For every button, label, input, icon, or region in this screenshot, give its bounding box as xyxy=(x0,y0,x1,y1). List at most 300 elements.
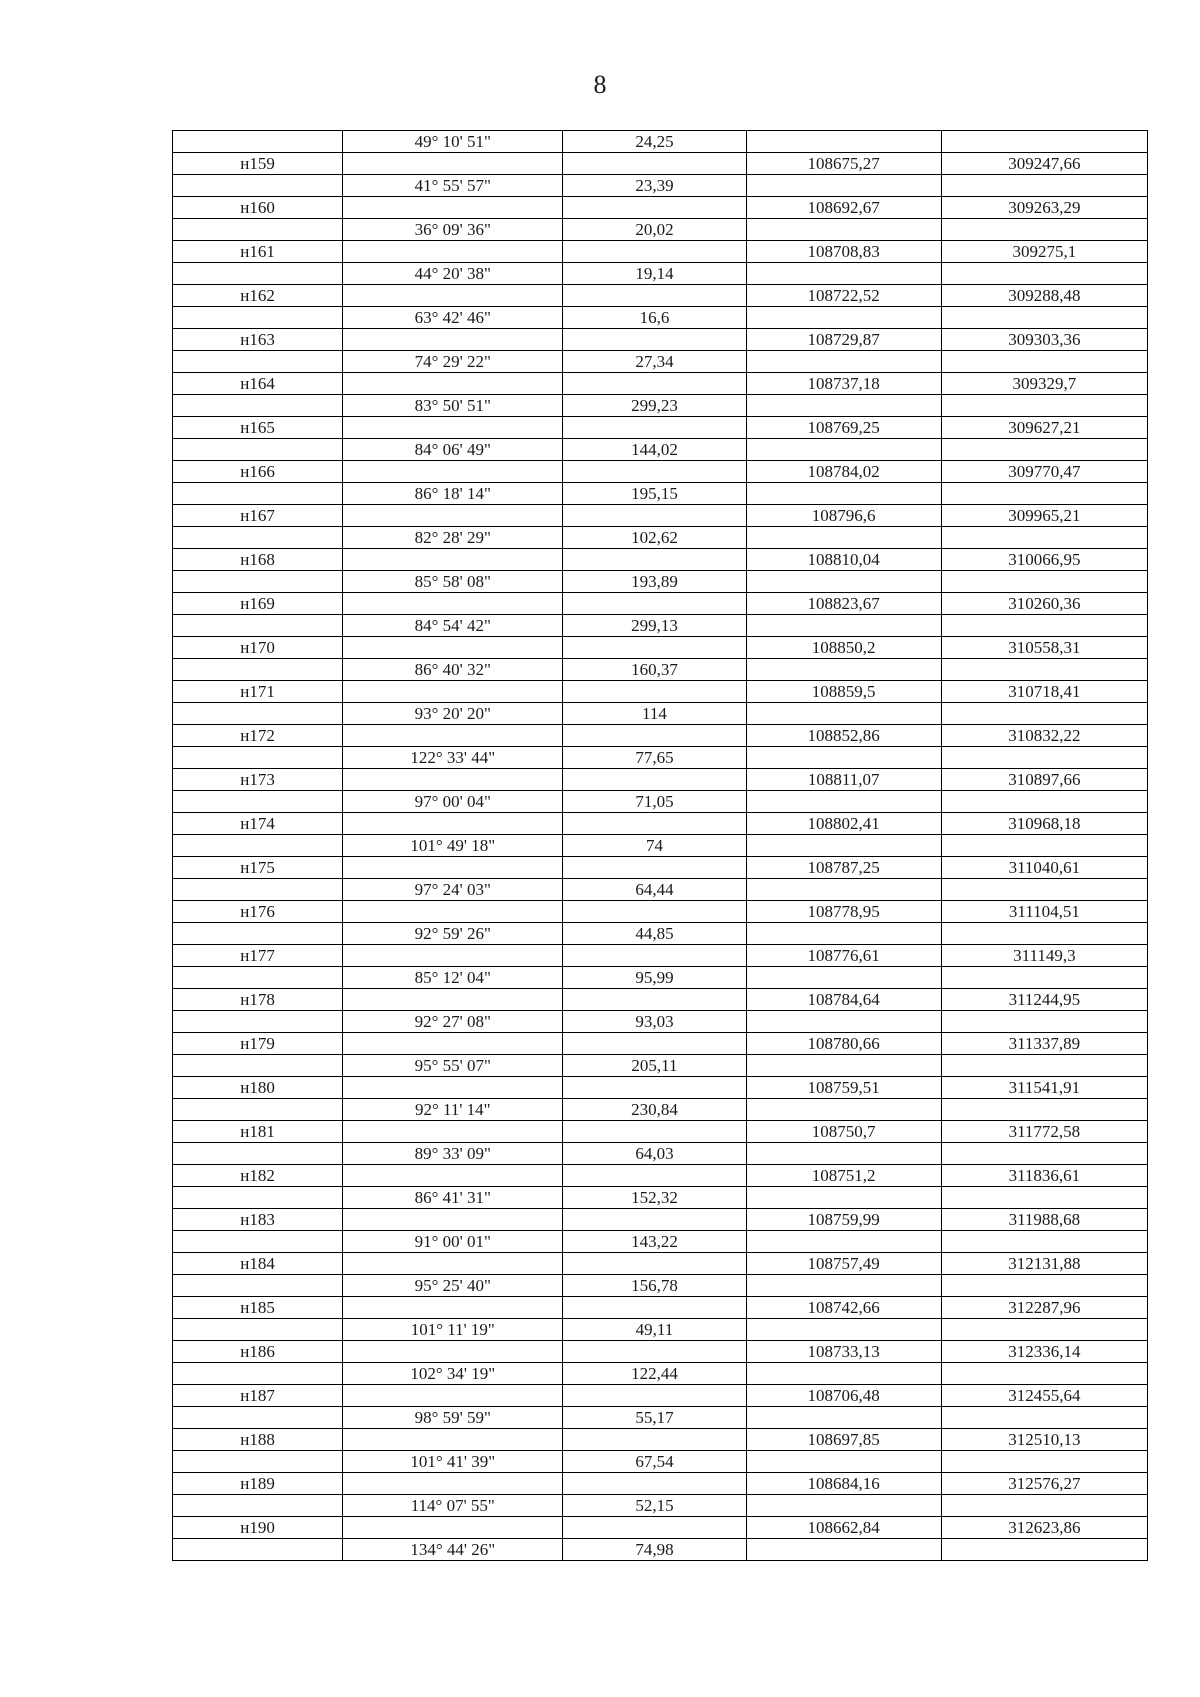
table-row xyxy=(173,615,1148,637)
angle-cell xyxy=(343,593,563,615)
x-coordinate-cell xyxy=(746,1055,941,1077)
table-row xyxy=(173,417,1148,439)
y-coordinate-cell: 310718,41 xyxy=(941,681,1147,703)
distance-cell: 195,15 xyxy=(563,483,746,505)
x-coordinate-cell xyxy=(746,1231,941,1253)
angle-cell: 97° 00' 04" xyxy=(343,791,563,813)
x-coordinate-cell xyxy=(746,1187,941,1209)
point-cell xyxy=(173,439,343,461)
point-cell xyxy=(173,879,343,901)
point-cell xyxy=(173,1143,343,1165)
angle-cell: 82° 28' 29" xyxy=(343,527,563,549)
y-coordinate-cell xyxy=(941,307,1147,329)
table-row xyxy=(173,1077,1148,1099)
table-row xyxy=(173,967,1148,989)
point-cell xyxy=(173,615,343,637)
point-cell: н177 xyxy=(173,945,343,967)
x-coordinate-cell: 108706,48 xyxy=(746,1385,941,1407)
distance-cell: 152,32 xyxy=(563,1187,746,1209)
point-cell: н190 xyxy=(173,1517,343,1539)
point-cell xyxy=(173,703,343,725)
table-row xyxy=(173,1451,1148,1473)
x-coordinate-cell: 108742,66 xyxy=(746,1297,941,1319)
distance-cell: 143,22 xyxy=(563,1231,746,1253)
y-coordinate-cell: 311836,61 xyxy=(941,1165,1147,1187)
y-coordinate-cell xyxy=(941,791,1147,813)
y-coordinate-cell xyxy=(941,879,1147,901)
distance-cell: 299,13 xyxy=(563,615,746,637)
y-coordinate-cell xyxy=(941,439,1147,461)
x-coordinate-cell xyxy=(746,307,941,329)
y-coordinate-cell xyxy=(941,615,1147,637)
distance-cell: 122,44 xyxy=(563,1363,746,1385)
y-coordinate-cell: 312510,13 xyxy=(941,1429,1147,1451)
angle-cell xyxy=(343,417,563,439)
table-row xyxy=(173,593,1148,615)
y-coordinate-cell: 310260,36 xyxy=(941,593,1147,615)
point-cell: н185 xyxy=(173,1297,343,1319)
table-row xyxy=(173,703,1148,725)
y-coordinate-cell: 309275,1 xyxy=(941,241,1147,263)
distance-cell xyxy=(563,285,746,307)
angle-cell xyxy=(343,153,563,175)
angle-cell: 44° 20' 38" xyxy=(343,263,563,285)
distance-cell xyxy=(563,1297,746,1319)
y-coordinate-cell xyxy=(941,1539,1147,1561)
x-coordinate-cell: 108796,6 xyxy=(746,505,941,527)
angle-cell: 84° 06' 49" xyxy=(343,439,563,461)
table-row xyxy=(173,571,1148,593)
x-coordinate-cell xyxy=(746,923,941,945)
x-coordinate-cell: 108823,67 xyxy=(746,593,941,615)
x-coordinate-cell: 108850,2 xyxy=(746,637,941,659)
point-cell: н160 xyxy=(173,197,343,219)
y-coordinate-cell xyxy=(941,571,1147,593)
distance-cell: 193,89 xyxy=(563,571,746,593)
distance-cell: 230,84 xyxy=(563,1099,746,1121)
table-row xyxy=(173,1473,1148,1495)
point-cell: н169 xyxy=(173,593,343,615)
distance-cell xyxy=(563,857,746,879)
table-row xyxy=(173,747,1148,769)
distance-cell: 71,05 xyxy=(563,791,746,813)
table-row xyxy=(173,901,1148,923)
point-cell: н172 xyxy=(173,725,343,747)
distance-cell: 160,37 xyxy=(563,659,746,681)
distance-cell: 77,65 xyxy=(563,747,746,769)
x-coordinate-cell xyxy=(746,1011,941,1033)
point-cell xyxy=(173,571,343,593)
point-cell: н163 xyxy=(173,329,343,351)
distance-cell: 102,62 xyxy=(563,527,746,549)
distance-cell xyxy=(563,1033,746,1055)
point-cell xyxy=(173,791,343,813)
angle-cell xyxy=(343,1033,563,1055)
x-coordinate-cell xyxy=(746,879,941,901)
distance-cell: 144,02 xyxy=(563,439,746,461)
point-cell: н168 xyxy=(173,549,343,571)
table-row xyxy=(173,153,1148,175)
point-cell: н179 xyxy=(173,1033,343,1055)
angle-cell xyxy=(343,1165,563,1187)
distance-cell: 27,34 xyxy=(563,351,746,373)
distance-cell: 114 xyxy=(563,703,746,725)
y-coordinate-cell: 309247,66 xyxy=(941,153,1147,175)
x-coordinate-cell xyxy=(746,791,941,813)
x-coordinate-cell: 108784,02 xyxy=(746,461,941,483)
point-cell xyxy=(173,483,343,505)
x-coordinate-cell: 108780,66 xyxy=(746,1033,941,1055)
table-row xyxy=(173,857,1148,879)
angle-cell xyxy=(343,1297,563,1319)
y-coordinate-cell: 312131,88 xyxy=(941,1253,1147,1275)
y-coordinate-cell xyxy=(941,1451,1147,1473)
x-coordinate-cell xyxy=(746,659,941,681)
angle-cell: 95° 55' 07" xyxy=(343,1055,563,1077)
table-row xyxy=(173,725,1148,747)
angle-cell xyxy=(343,1429,563,1451)
x-coordinate-cell: 108784,64 xyxy=(746,989,941,1011)
x-coordinate-cell xyxy=(746,1495,941,1517)
point-cell: н188 xyxy=(173,1429,343,1451)
y-coordinate-cell xyxy=(941,835,1147,857)
x-coordinate-cell xyxy=(746,1319,941,1341)
angle-cell xyxy=(343,329,563,351)
angle-cell xyxy=(343,1077,563,1099)
angle-cell: 134° 44' 26" xyxy=(343,1539,563,1561)
angle-cell xyxy=(343,813,563,835)
angle-cell: 92° 27' 08" xyxy=(343,1011,563,1033)
x-coordinate-cell: 108759,51 xyxy=(746,1077,941,1099)
y-coordinate-cell xyxy=(941,131,1147,153)
angle-cell: 98° 59' 59" xyxy=(343,1407,563,1429)
point-cell xyxy=(173,1011,343,1033)
x-coordinate-cell xyxy=(746,351,941,373)
point-cell xyxy=(173,967,343,989)
distance-cell xyxy=(563,329,746,351)
angle-cell xyxy=(343,241,563,263)
distance-cell xyxy=(563,813,746,835)
y-coordinate-cell: 309303,36 xyxy=(941,329,1147,351)
point-cell: н166 xyxy=(173,461,343,483)
y-coordinate-cell xyxy=(941,263,1147,285)
table-row xyxy=(173,395,1148,417)
point-cell xyxy=(173,835,343,857)
y-coordinate-cell: 311988,68 xyxy=(941,1209,1147,1231)
angle-cell: 93° 20' 20" xyxy=(343,703,563,725)
angle-cell xyxy=(343,1253,563,1275)
distance-cell xyxy=(563,1253,746,1275)
angle-cell xyxy=(343,549,563,571)
angle-cell: 102° 34' 19" xyxy=(343,1363,563,1385)
distance-cell xyxy=(563,901,746,923)
angle-cell xyxy=(343,373,563,395)
point-cell: н164 xyxy=(173,373,343,395)
distance-cell: 23,39 xyxy=(563,175,746,197)
point-cell xyxy=(173,1319,343,1341)
y-coordinate-cell: 311149,3 xyxy=(941,945,1147,967)
y-coordinate-cell: 310968,18 xyxy=(941,813,1147,835)
table-row xyxy=(173,1385,1148,1407)
table-row xyxy=(173,1495,1148,1517)
table-row xyxy=(173,1099,1148,1121)
table-row xyxy=(173,1033,1148,1055)
table-row xyxy=(173,835,1148,857)
distance-cell xyxy=(563,1429,746,1451)
table-row xyxy=(173,439,1148,461)
distance-cell: 95,99 xyxy=(563,967,746,989)
angle-cell: 97° 24' 03" xyxy=(343,879,563,901)
table-row xyxy=(173,549,1148,571)
angle-cell xyxy=(343,461,563,483)
table-row xyxy=(173,637,1148,659)
point-cell xyxy=(173,923,343,945)
point-cell xyxy=(173,263,343,285)
angle-cell: 83° 50' 51" xyxy=(343,395,563,417)
point-cell: н187 xyxy=(173,1385,343,1407)
x-coordinate-cell xyxy=(746,483,941,505)
point-cell: н162 xyxy=(173,285,343,307)
y-coordinate-cell xyxy=(941,747,1147,769)
angle-cell: 85° 58' 08" xyxy=(343,571,563,593)
y-coordinate-cell: 309288,48 xyxy=(941,285,1147,307)
table-row xyxy=(173,923,1148,945)
point-cell: н159 xyxy=(173,153,343,175)
table-row xyxy=(173,351,1148,373)
point-cell: н184 xyxy=(173,1253,343,1275)
y-coordinate-cell xyxy=(941,1231,1147,1253)
point-cell xyxy=(173,1187,343,1209)
x-coordinate-cell xyxy=(746,263,941,285)
x-coordinate-cell xyxy=(746,615,941,637)
x-coordinate-cell xyxy=(746,835,941,857)
angle-cell xyxy=(343,1209,563,1231)
angle-cell xyxy=(343,769,563,791)
angle-cell: 74° 29' 22" xyxy=(343,351,563,373)
x-coordinate-cell xyxy=(746,1143,941,1165)
distance-cell xyxy=(563,1121,746,1143)
distance-cell: 64,03 xyxy=(563,1143,746,1165)
x-coordinate-cell: 108759,99 xyxy=(746,1209,941,1231)
table-row xyxy=(173,1517,1148,1539)
y-coordinate-cell: 311772,58 xyxy=(941,1121,1147,1143)
distance-cell xyxy=(563,1385,746,1407)
angle-cell: 92° 59' 26" xyxy=(343,923,563,945)
angle-cell: 92° 11' 14" xyxy=(343,1099,563,1121)
distance-cell xyxy=(563,1341,746,1363)
x-coordinate-cell xyxy=(746,703,941,725)
y-coordinate-cell xyxy=(941,1495,1147,1517)
x-coordinate-cell: 108757,49 xyxy=(746,1253,941,1275)
y-coordinate-cell: 310897,66 xyxy=(941,769,1147,791)
x-coordinate-cell: 108708,83 xyxy=(746,241,941,263)
point-cell xyxy=(173,351,343,373)
y-coordinate-cell: 311244,95 xyxy=(941,989,1147,1011)
distance-cell xyxy=(563,1209,746,1231)
distance-cell: 24,25 xyxy=(563,131,746,153)
distance-cell xyxy=(563,1517,746,1539)
distance-cell xyxy=(563,769,746,791)
x-coordinate-cell: 108662,84 xyxy=(746,1517,941,1539)
x-coordinate-cell xyxy=(746,747,941,769)
point-cell xyxy=(173,1495,343,1517)
x-coordinate-cell: 108778,95 xyxy=(746,901,941,923)
table-row xyxy=(173,1121,1148,1143)
table-row xyxy=(173,813,1148,835)
angle-cell xyxy=(343,945,563,967)
point-cell: н189 xyxy=(173,1473,343,1495)
x-coordinate-cell: 108733,13 xyxy=(746,1341,941,1363)
distance-cell: 55,17 xyxy=(563,1407,746,1429)
distance-cell xyxy=(563,945,746,967)
distance-cell xyxy=(563,197,746,219)
table-row xyxy=(173,285,1148,307)
distance-cell xyxy=(563,681,746,703)
distance-cell xyxy=(563,241,746,263)
x-coordinate-cell xyxy=(746,1451,941,1473)
y-coordinate-cell: 310832,22 xyxy=(941,725,1147,747)
table-row xyxy=(173,1253,1148,1275)
table-row xyxy=(173,1231,1148,1253)
coordinates-table-body xyxy=(173,131,1148,1561)
distance-cell: 49,11 xyxy=(563,1319,746,1341)
x-coordinate-cell xyxy=(746,967,941,989)
x-coordinate-cell: 108776,61 xyxy=(746,945,941,967)
point-cell xyxy=(173,219,343,241)
x-coordinate-cell: 108722,52 xyxy=(746,285,941,307)
distance-cell xyxy=(563,373,746,395)
distance-cell: 156,78 xyxy=(563,1275,746,1297)
table-row xyxy=(173,1055,1148,1077)
y-coordinate-cell xyxy=(941,527,1147,549)
point-cell: н180 xyxy=(173,1077,343,1099)
angle-cell xyxy=(343,197,563,219)
y-coordinate-cell xyxy=(941,1187,1147,1209)
angle-cell: 84° 54' 42" xyxy=(343,615,563,637)
y-coordinate-cell xyxy=(941,1319,1147,1341)
point-cell xyxy=(173,1363,343,1385)
y-coordinate-cell xyxy=(941,1363,1147,1385)
y-coordinate-cell: 309770,47 xyxy=(941,461,1147,483)
table-row xyxy=(173,791,1148,813)
angle-cell: 86° 40' 32" xyxy=(343,659,563,681)
x-coordinate-cell xyxy=(746,1099,941,1121)
table-row xyxy=(173,1275,1148,1297)
angle-cell: 86° 41' 31" xyxy=(343,1187,563,1209)
point-cell xyxy=(173,527,343,549)
distance-cell: 44,85 xyxy=(563,923,746,945)
x-coordinate-cell: 108802,41 xyxy=(746,813,941,835)
table-row xyxy=(173,219,1148,241)
angle-cell xyxy=(343,857,563,879)
point-cell xyxy=(173,1231,343,1253)
distance-cell: 19,14 xyxy=(563,263,746,285)
table-row xyxy=(173,1209,1148,1231)
distance-cell xyxy=(563,725,746,747)
point-cell xyxy=(173,175,343,197)
table-row xyxy=(173,769,1148,791)
table-row xyxy=(173,681,1148,703)
table-row xyxy=(173,307,1148,329)
point-cell xyxy=(173,395,343,417)
x-coordinate-cell: 108675,27 xyxy=(746,153,941,175)
y-coordinate-cell xyxy=(941,351,1147,373)
point-cell: н173 xyxy=(173,769,343,791)
distance-cell xyxy=(563,1077,746,1099)
coordinates-table xyxy=(172,130,1148,1561)
y-coordinate-cell xyxy=(941,1275,1147,1297)
table-row xyxy=(173,945,1148,967)
angle-cell xyxy=(343,1385,563,1407)
x-coordinate-cell xyxy=(746,1407,941,1429)
angle-cell: 85° 12' 04" xyxy=(343,967,563,989)
x-coordinate-cell: 108697,85 xyxy=(746,1429,941,1451)
x-coordinate-cell: 108852,86 xyxy=(746,725,941,747)
distance-cell xyxy=(563,637,746,659)
angle-cell: 114° 07' 55" xyxy=(343,1495,563,1517)
x-coordinate-cell xyxy=(746,1275,941,1297)
x-coordinate-cell xyxy=(746,527,941,549)
point-cell xyxy=(173,1055,343,1077)
angle-cell xyxy=(343,681,563,703)
distance-cell: 93,03 xyxy=(563,1011,746,1033)
angle-cell: 86° 18' 14" xyxy=(343,483,563,505)
point-cell xyxy=(173,307,343,329)
distance-cell xyxy=(563,505,746,527)
point-cell xyxy=(173,131,343,153)
y-coordinate-cell xyxy=(941,395,1147,417)
x-coordinate-cell: 108769,25 xyxy=(746,417,941,439)
table-row xyxy=(173,329,1148,351)
x-coordinate-cell xyxy=(746,1539,941,1561)
y-coordinate-cell xyxy=(941,483,1147,505)
angle-cell xyxy=(343,1473,563,1495)
x-coordinate-cell xyxy=(746,219,941,241)
table-row xyxy=(173,175,1148,197)
y-coordinate-cell: 312623,86 xyxy=(941,1517,1147,1539)
angle-cell xyxy=(343,989,563,1011)
y-coordinate-cell xyxy=(941,703,1147,725)
table-row xyxy=(173,659,1148,681)
y-coordinate-cell: 309329,7 xyxy=(941,373,1147,395)
distance-cell xyxy=(563,153,746,175)
table-row xyxy=(173,241,1148,263)
table-row xyxy=(173,505,1148,527)
point-cell: н161 xyxy=(173,241,343,263)
x-coordinate-cell: 108810,04 xyxy=(746,549,941,571)
angle-cell: 101° 49' 18" xyxy=(343,835,563,857)
x-coordinate-cell xyxy=(746,175,941,197)
x-coordinate-cell xyxy=(746,1363,941,1385)
angle-cell xyxy=(343,901,563,923)
x-coordinate-cell: 108787,25 xyxy=(746,857,941,879)
y-coordinate-cell xyxy=(941,1099,1147,1121)
point-cell: н183 xyxy=(173,1209,343,1231)
angle-cell: 91° 00' 01" xyxy=(343,1231,563,1253)
angle-cell xyxy=(343,505,563,527)
point-cell: н176 xyxy=(173,901,343,923)
table-row xyxy=(173,989,1148,1011)
y-coordinate-cell: 309965,21 xyxy=(941,505,1147,527)
distance-cell: 299,23 xyxy=(563,395,746,417)
table-row xyxy=(173,879,1148,901)
table-row xyxy=(173,1539,1148,1561)
y-coordinate-cell: 312336,14 xyxy=(941,1341,1147,1363)
table-row xyxy=(173,373,1148,395)
y-coordinate-cell xyxy=(941,219,1147,241)
y-coordinate-cell: 310558,31 xyxy=(941,637,1147,659)
distance-cell: 205,11 xyxy=(563,1055,746,1077)
